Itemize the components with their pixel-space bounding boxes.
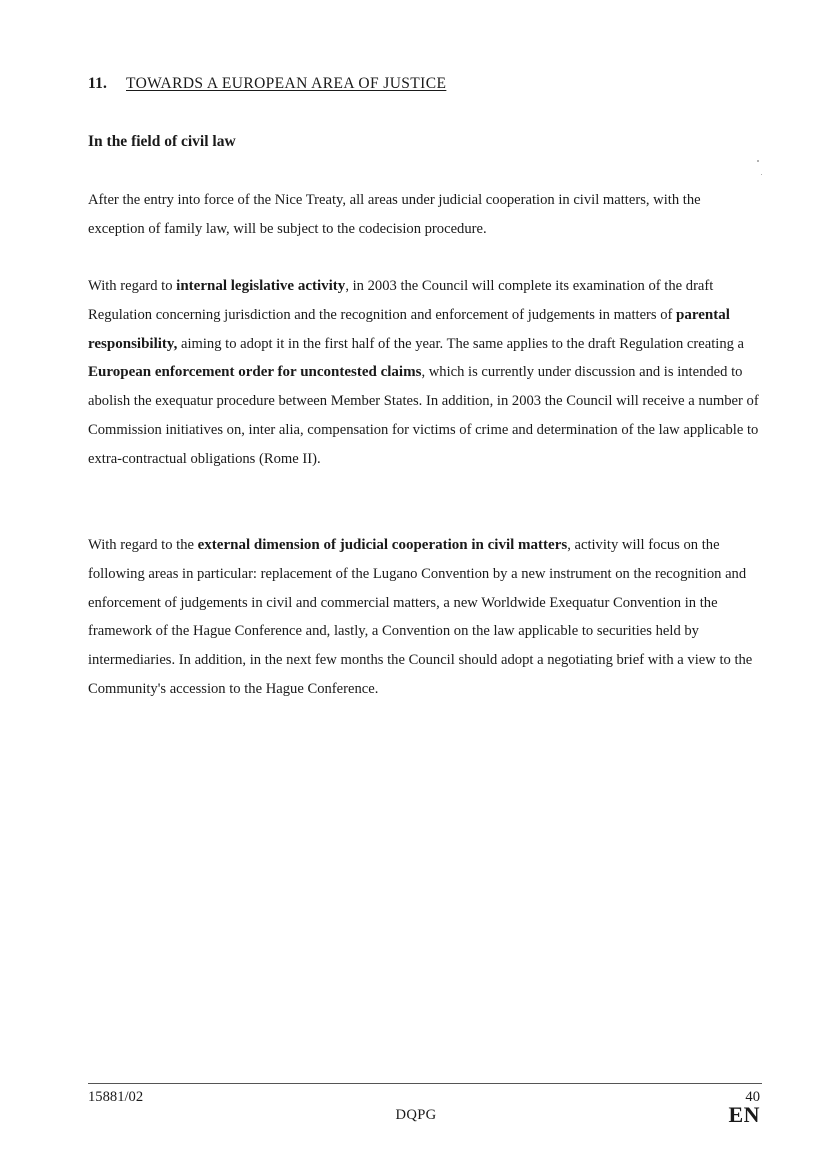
paragraph-3 (88, 531, 760, 704)
page-number: 40 (745, 1089, 760, 1105)
paragraph-2 (88, 272, 760, 474)
emphasis-text: parental responsibility, (88, 306, 730, 352)
section-title: TOWARDS A EUROPEAN AREA OF JUSTICE (126, 75, 447, 92)
document-reference: 15881/02 (88, 1089, 144, 1105)
paragraph-text: With regard to (88, 278, 177, 294)
paragraph-text: aiming to adopt it in the first half of the year. The same applies to the draft Regulation creating a (177, 335, 745, 352)
footer-divider (88, 1083, 762, 1084)
paragraph-text: , activity will focus on the following areas in particular: replacement of the Lugano Convention by a new instrument on the recognition and enforcement of judgements in civil and commercial matters, a new Worldwide Exequatur Convention in the framework of the Hague Conference and, lastly, a Convention on the law applicable to securities held by intermediaries. In addition, in the next few months the Council should adopt a negotiating brief with a view to the Community's accession to the Hague Conference. (88, 537, 753, 697)
paragraph-text: After the entry into force of the Nice Treaty, all areas under judicial cooperation in civil matters, with the exception of family law, will be subject to the codecision procedure. (88, 192, 701, 237)
section-heading (88, 75, 446, 93)
paragraph-text: , which is currently under discussion and is intended to abolish the exequatur procedure between Member States. In addition, in 2003 the Council will receive a number of Commission initiatives on, inter alia, compensation for victims of crime and determination of the law applicable to extra-contractual obligations (Rome II). (88, 364, 759, 467)
emphasis-text: external dimension of judicial cooperation in civil matters (197, 537, 568, 553)
paragraph-text: , in 2003 the Council will complete its examination of the draft Regulation concerning jurisdiction and the recognition and enforcement of judgements in matters of (88, 278, 714, 323)
section-number: 11. (88, 75, 108, 92)
emphasis-text: European enforcement order for uncontested claims (88, 364, 422, 381)
paragraph-text: With regard to the (88, 537, 198, 553)
emphasis-text: internal legislative activity (176, 278, 346, 294)
subheading: In the field of civil law (88, 133, 236, 150)
language-code: EN (728, 1102, 760, 1127)
scan-speck (761, 174, 762, 175)
department-code: DQPG (395, 1107, 437, 1123)
paragraph-1 (88, 186, 760, 244)
scan-speck (757, 160, 759, 162)
